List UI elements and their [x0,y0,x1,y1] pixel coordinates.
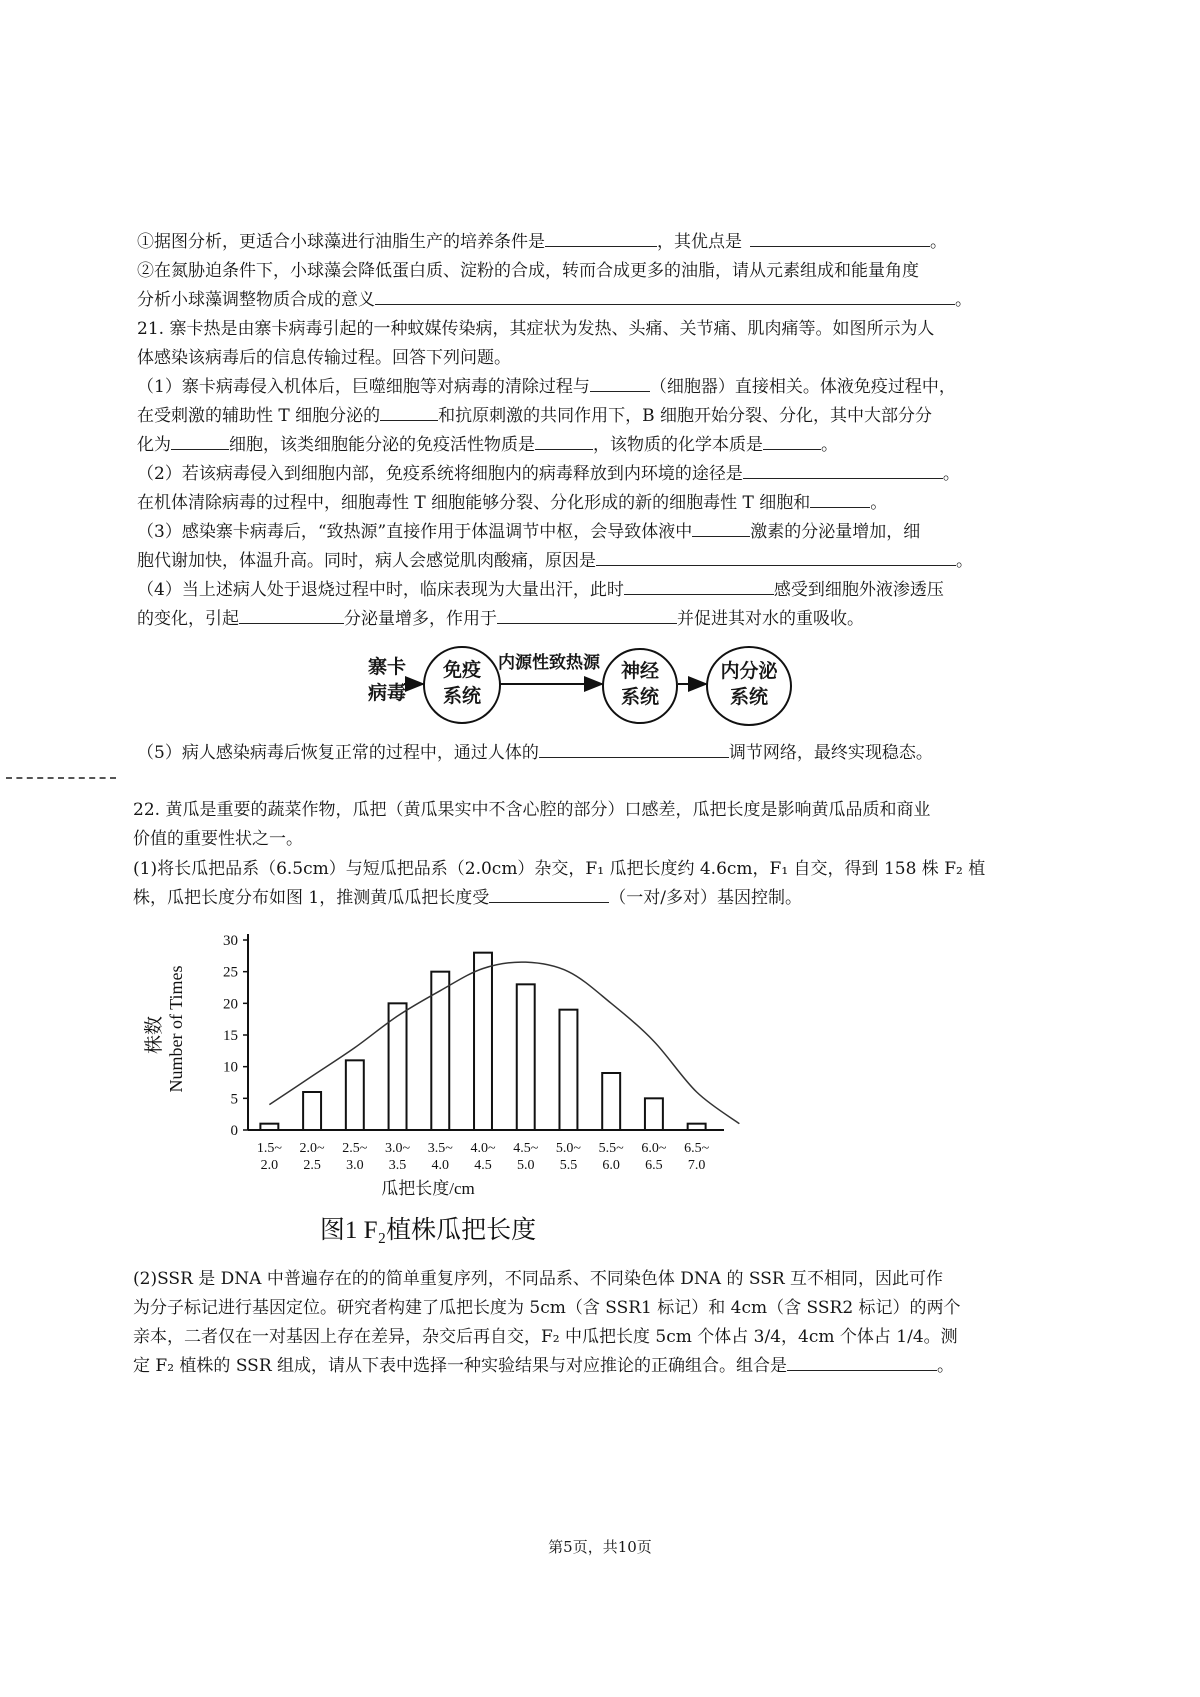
endocrine-system-label-line2: 系统 [729,686,768,708]
x-tick-label: 3.5 [388,1158,407,1173]
q20-line3-text: 分析小球藻调整物质合成的意义 [137,290,375,310]
y-tick-label: 25 [223,964,238,981]
q21-part3-text-c: 胞代谢加快，体温升高。同时，病人会感觉肌肉酸痛，原因是 [137,551,596,571]
x-tick-label: 5.5 [559,1158,578,1173]
q21-part2-text-c: 在机体清除病毒的过程中，细胞毒性 T 细胞能够分裂、分化形成的新的细胞毒性 T 细胞和 [137,493,811,513]
answer-blank[interactable] [497,607,677,624]
q21-part4-text-c: 的变化，引起 [137,609,239,629]
q21-part1-line3 [137,433,838,457]
endocrine-system-label [706,658,792,710]
q21-part1-line1 [137,375,956,399]
x-tick-label: 5.0 [516,1158,535,1173]
q21-intro-line2: 体感染该病毒后的信息传输过程。回答下列问题。 [137,348,511,368]
q21-part1-text-h: 。 [821,435,838,455]
zika-virus-label [362,654,412,706]
immune-system-label [423,657,501,709]
endogenous-pyrogen-label: 内源性致热源 [498,653,600,673]
x-tick-label: 4.5 [474,1158,492,1173]
q21-part2-text-a: （2）若该病毒侵入到细胞内部，免疫系统将细胞内的病毒释放到内环境的途径是 [137,464,743,484]
q21-part2-line1 [137,462,960,486]
answer-blank[interactable] [787,1354,937,1371]
histogram-bar [559,1010,577,1130]
immune-system-label-line2: 系统 [442,685,481,707]
answer-blank[interactable] [489,886,609,903]
histogram-bar [303,1092,321,1130]
page-footer: 第5页，共10页 [548,1538,652,1556]
answer-blank[interactable] [750,230,930,247]
x-tick-label: 7.0 [687,1158,706,1173]
q22-intro-line1: 22. 黄瓜是重要的蔬菜作物，瓜把（黄瓜果实中不含心腔的部分）口感差，瓜把长度是影响黄瓜品质和商业 [133,800,931,820]
x-tick-label: 5.0~ [555,1141,581,1156]
x-tick-label: 2.5~ [342,1141,368,1156]
x-tick-label: 4.0~ [470,1141,496,1156]
q20-line3-end: 。 [955,290,972,310]
answer-blank[interactable] [763,433,821,450]
chart-title: 图1 F₂植株瓜把长度 [319,1217,537,1244]
q20-line1-text: ①据图分析，更适合小球藻进行油脂生产的培养条件是 [137,232,545,252]
x-axis-label: 瓜把长度/cm [381,1179,475,1198]
q21-part5-line1 [137,741,933,765]
q21-part4-text-d: 分泌量增多，作用于 [344,609,497,629]
immune-system-label-line1: 免疫 [442,659,481,681]
q21-part1-text-f: 细胞，该类细胞能分泌的免疫活性物质是 [229,435,535,455]
q21-part3-line2 [137,549,973,573]
histogram-bar [645,1098,663,1130]
q21-part3-text-b: 激素的分泌量增加，细 [750,522,921,542]
q22-part1-text-c: （一对/多对）基因控制。 [609,888,802,908]
q21-part1-line2 [137,404,932,428]
q22-part2-text-d: 定 F₂ 植株的 SSR 组成，请从下表中选择一种实验结果与对应推论的正确组合。组合是 [133,1356,788,1376]
q22-intro-line2: 价值的重要性状之一。 [133,829,303,849]
trend-curve [269,962,739,1124]
q22-part1-line2 [133,886,802,910]
y-tick-label: 30 [223,933,238,949]
f2-length-histogram [120,920,760,1255]
scan-artifact-dash [6,777,116,779]
zika-virus-label-line2: 病毒 [367,682,406,704]
q22-part1-line1: (1)将长瓜把品系（6.5cm）与短瓜把品系（2.0cm）杂交，F₁ 瓜把长度约 4.6cm，F₁ 自交，得到 158 株 F₂ 植 [133,859,986,879]
x-tick-label: 4.5~ [513,1141,539,1156]
nervous-system-label-line2: 系统 [620,686,659,708]
answer-blank[interactable] [239,607,344,624]
q21-part2-line2 [137,491,887,515]
x-tick-label: 6.5~ [684,1141,710,1156]
q20-line1 [137,230,947,254]
x-tick-label: 6.5 [645,1158,663,1173]
q20-line3 [137,288,972,312]
q22-part2-line3: 亲本，二者仅在一对基因上存在差异，杂交后再自交，F₂ 中瓜把长度 5cm 个体占 3/4，4cm 个体占 1/4。测 [133,1327,958,1347]
q21-part4-text-e: 并促进其对水的重吸收。 [677,609,864,629]
answer-blank[interactable] [596,549,956,566]
zika-virus-label-line1: 寨卡 [367,656,406,678]
histogram-bar [688,1124,706,1130]
x-tick-label: 3.0 [346,1158,364,1173]
x-tick-label: 5.5~ [598,1141,624,1156]
q21-part1-text-g: ，该物质的化学本质是 [593,435,763,455]
x-tick-label: 1.5~ [256,1141,282,1156]
x-tick-label: 2.5 [303,1158,321,1173]
histogram-bar [602,1073,620,1130]
answer-blank[interactable] [539,741,729,758]
q21-part1-text-d: 和抗原刺激的共同作用下，B 细胞开始分裂、分化，其中大部分分 [438,406,933,426]
q20-line1-end: 。 [930,232,947,252]
q21-part2-text-d: 。 [870,493,888,513]
answer-blank[interactable] [171,433,229,450]
x-tick-label: 6.0 [602,1158,620,1173]
answer-blank[interactable] [810,491,870,508]
answer-blank[interactable] [692,520,750,537]
q21-part3-line1 [137,520,920,544]
x-tick-label: 3.0~ [385,1141,411,1156]
q21-part4-text-b: 感受到细胞外液渗透压 [773,580,944,600]
q21-part5-text-a: （5）病人感染病毒后恢复正常的过程中，通过人体的 [137,743,539,763]
x-tick-label: 3.5~ [427,1141,453,1156]
q21-part5-text-b: 调节网络，最终实现稳态。 [728,743,933,763]
answer-blank[interactable] [624,578,774,595]
answer-blank[interactable] [743,462,943,479]
histogram-bar [474,953,492,1130]
histogram-bar [517,984,535,1130]
q21-part4-line2 [137,607,864,631]
x-tick-label: 2.0~ [299,1141,325,1156]
histogram-bar [260,1124,278,1130]
q21-intro-line1: 21. 寨卡热是由寨卡病毒引起的一种蚊媒传染病，其症状为发热、头痛、关节痛、肌肉痛等。如图所示为人 [137,319,935,339]
answer-blank[interactable] [375,288,955,305]
q21-part1-text-e: 化为 [137,435,171,455]
nervous-system-label [602,658,678,710]
answer-blank[interactable] [545,230,657,247]
y-tick-label: 0 [230,1123,238,1139]
q20-line1-mid: ，其优点是 [657,232,742,252]
q22-part2-line2: 为分子标记进行基因定位。研究者构建了瓜把长度为 5cm（含 SSR1 标记）和 4cm（含 SSR2 标记）的两个 [133,1298,961,1318]
nervous-system-label-line1: 神经 [620,660,659,682]
histogram-bar [346,1060,364,1130]
q21-part1-text-a: （1）寨卡病毒侵入机体后，巨噬细胞等对病毒的清除过程与 [137,377,590,397]
endocrine-system-label-line1: 内分泌 [720,660,778,682]
y-axis-label-cn: 株数 [144,1015,165,1055]
q21-part3-text-d: 。 [956,551,973,571]
q22-part2-line4 [133,1354,954,1378]
y-tick-label: 5 [230,1091,238,1108]
q21-part1-text-c: 在受刺激的辅助性 T 细胞分泌的 [137,406,381,426]
q21-part4-text-a: （4）当上述病人处于退烧过程中时，临床表现为大量出汗，此时 [137,580,624,600]
histogram-bar [389,1003,407,1130]
q22-part2-line1: (2)SSR 是 DNA 中普遍存在的的简单重复序列，不同品系、不同染色体 DNA 的 SSR 互不相同，因此可作 [133,1269,944,1289]
answer-blank[interactable] [590,375,650,392]
x-tick-label: 2.0 [260,1158,279,1173]
histogram-bar [431,972,449,1130]
y-axis-label-en: Number of Times [166,965,186,1093]
q22-part1-text-b: 株，瓜把长度分布如图 1，推测黄瓜瓜把长度受 [133,888,490,908]
y-tick-label: 20 [223,996,238,1013]
q22-part2-text-e: 。 [937,1356,955,1376]
q21-part4-line1 [137,578,944,602]
y-tick-label: 10 [223,1059,238,1076]
answer-blank[interactable] [380,404,438,421]
x-tick-label: 6.0~ [641,1141,667,1156]
y-tick-label: 15 [223,1028,238,1044]
q20-line2: ②在氮胁迫条件下，小球藻会降低蛋白质、淀粉的合成，转而合成更多的油脂，请从元素组成和能量角度 [137,261,919,281]
answer-blank[interactable] [535,433,593,450]
q21-part2-text-b: 。 [942,464,960,484]
x-tick-label: 4.0 [431,1158,450,1173]
q21-part1-text-b: （细胞器）直接相关。体液免疫过程中， [649,377,956,397]
q21-part3-text-a: （3）感染寨卡病毒后，“致热源”直接作用于体温调节中枢，会导致体液中 [137,522,693,542]
